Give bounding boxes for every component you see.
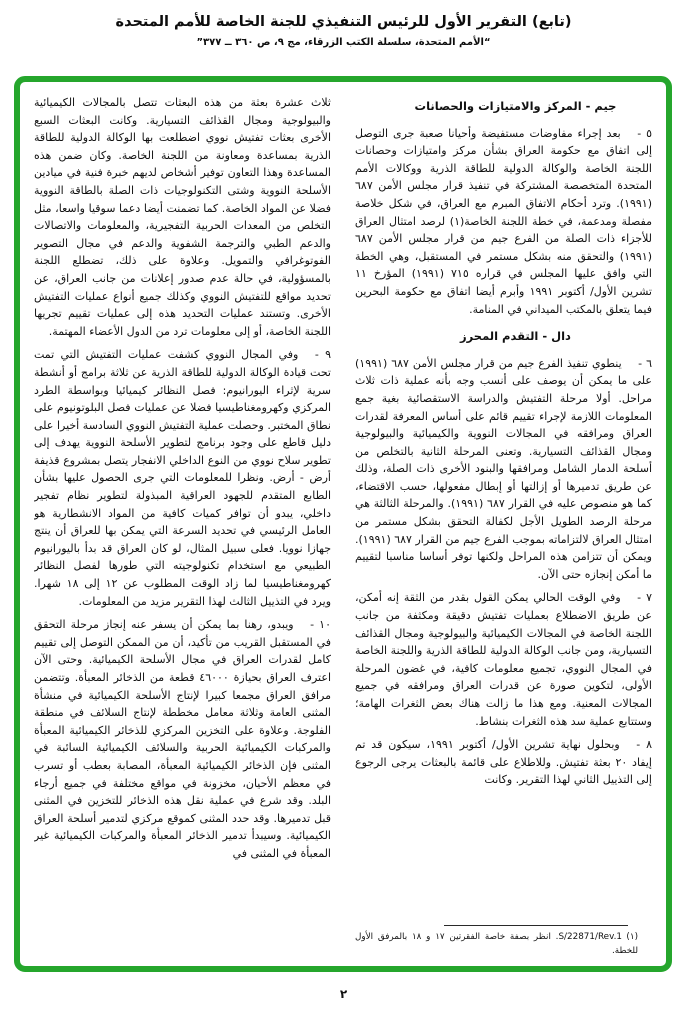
- footnote-text: (١) S/22871/Rev.1. انظر بصفة خاصة الفقرتين ١٧ و ١٨ بالمرفق الأول للخطة.: [355, 932, 639, 956]
- text-column-left: [34, 94, 331, 958]
- section-heading-jim: جيم - المركز والامتيازات والحصانات: [414, 99, 617, 113]
- paragraph-7: ٧ - وفي الوقت الحالي يمكن القول بقدر من الثقة إنه أمكن، عن طريق الاضطلاع بعمليات تفتيش دقيقة ومكثفة من جانب اللجنة الخاصة في المجالات الكيميائية والبيولوجية ومجال القذائف التسيارية، ومن جانب الوكالة الدولية للطاقة الذرية واللجنة الخاصة في المجال النووي، تجميع معلومات كافية، في غضون المرحلة الأولى، لتكوين صورة عن قدرات العراق ومرافقه في جميع المجالات المعنية. ومع هذا ما زالت هناك بعض الثغرات الهامة؛ وستتابع عملية سد هذه الثغرات بنشاط.: [355, 591, 652, 728]
- paragraph-9: ٩ - وفي المجال النووي كشفت عمليات التفتيش التي تمت تحت قيادة الوكالة الدولية للطاقة الذرية عن ثلاثة برامج أو أنشطة سرية لإثراء اليورانيوم: فصل النظائر كيميائيا وبواسطة الطرد المركزي وكهرومغناطيسيا فضلا عن عمليات فصل البلوتونيوم على نطاق المختبر. وحصلت عملية التفتيش النووي السادسة أخيرا على دليل قاطع على وجود برنامج لتطوير الأسلحة النووية يهدف إلى تطوير سلاح نووي من النوع الداخلي الانفجار يتصل بمشروع قذيفة أرض - أرض. ونظرا للمعلومات التي جرى الحصول عليها بشأن الطابع المتقدم للجهود العراقية المبذولة لتطوير نظام تفجير داخلي، يبدو أن توافر كميات كافية من المواد الانشطارية هو العامل الرئيسي في تحديد السرعة التي يمكن بها للعراق أن ينتج جهازا نوويا. فعلى سبيل المثال، لو كان العراق قد بدأ باليورانيوم الطبيعي مع استخدام تكنولوجيته التي طورها لفصل النظائر كهرومغناطيسيا لما زاد الوقت المطلوب عن ١٢ إلى ١٨ شهرا. ويرد في التذييل الثالث لهذا التقرير مزيد من المعلومات.: [34, 348, 331, 608]
- paragraph-8: ٨ - وبحلول نهاية تشرين الأول/ أكتوبر ١٩٩١، سيكون قد تم إيفاد ٢٠ بعثة تفتيش. وللاطلاع على قائمة بالبعثات يرجى الرجوع إلى التذييل الثاني لهذا التقرير. وكانت: [355, 738, 652, 787]
- paragraph-5: ٥ - بعد إجراء مفاوضات مستفيضة وأحيانا صعبة جرى التوصل إلى اتفاق مع حكومة العراق بشأن مركز وامتيازات وحصانات اللجنة الخاصة والوكالة الدولية للطاقة الذرية ووكالات الأمم المتحدة المتخصصة المشتركة في تنفيذ قرار مجلس الأمن ٦٨٧ (١٩٩١). وترد أحكام الاتفاق المبرم مع العراق، في شكل خلاصة مفصلة ومدعمة، في خطة اللجنة الخاصة(١) لرصد امتثال العراق للأجزاء ذات الصلة من الفرع جيم من قرار مجلس الأمن ٦٨٧ (١٩٩١) والتحقق منه بشكل مستمر في المستقبل، وهي الخطة التي وافق عليها المجلس في قراره ٧١٥ (١٩٩١) المؤرخ ١١ تشرين الأول/ أكتوبر ١٩٩١ وأبرم أيضا اتفاق مع حكومة البحرين فيما يتعلق بالمكتب الميداني في المنامة.: [355, 126, 652, 316]
- page-footer: [0, 983, 687, 1002]
- section-heading-dal: دال - التقدم المحرز: [460, 329, 571, 344]
- paragraph-8-continuation: ثلاث عشرة بعثة من هذه البعثات تتصل بالمجالات الكيميائية والبيولوجية ومجال القذائف التسيارية. وكانت البعثات السبع الأخرى بعثات تفتيش نووي اضطلعت بها الوكالة الدولية للطاقة الذرية بمساعدة ومعاونة من اللجنة الخاصة. وكان ضمن هذه المساعدة وهذا التعاون توفير أشخاص لديهم خبرة فنية في ميادين الأسلحة النووية وشتى التكنولوجيات ذات الصلة بالطاقة النووية فضلا عن المواد الخاصة. كما تضمنت أيضا دعما سوقيا واسعا، مثل التخلص من المعدات الحربية التفجيرية، والمعلومات والاتصالات والدعم الطبي والترجمة الشفوية والدعم في مجال التصوير الفوتوغرافي والتمويل. وعلاوة على ذلك، تضطلع اللجنة بالمسؤولية، في حالة عدم صدور إعلانات من جانب العراق، عن تحديد مواقع للتفتيش النووي وكذلك جميع أنواع عمليات التفتيش الأخرى. وتستند عمليات التحديد هذه إلى عمليات تقييم تجريها اللجنة الخاصة، أو إلى معلومات ترد من الدول الأعضاء المهتمة.: [34, 96, 331, 338]
- document-title: (تابع) التقرير الأول للرئيس التنفيذي للجنة الخاصة للأمم المتحدة: [115, 14, 572, 30]
- page-number: ٢: [339, 987, 348, 1001]
- document-header: [0, 0, 687, 48]
- document-content-box: [14, 76, 672, 972]
- paragraph-6: ٦ - ينطوي تنفيذ الفرع جيم من قرار مجلس الأمن ٦٨٧ (١٩٩١) على ما يمكن أن يوصف على أنسب وجه بأنه عملية ذات ثلاث مراحل. أولا مرحلة التفتيش والدراسة الاستقصائية بغية جمع المعلومات اللازمة لإجراء تقييم قائم على أساس المعرفة لقدرات العراق ومرافقه في المجالات النووية والكيميائية والبيولوجية ومجال القذائف التسيارية. وتعنى المرحلة الثانية بالتخلص من أسلحة الدمار الشامل ومرافقها والبنود الأخرى ذات الصلة، وذلك عن طريق تدميرها أو إزالتها أو إبطال مفعولها، حسب الاقتضاء، كما هو منصوص عليه في القرار ٦٨٧ (١٩٩١). والمرحلة الثالثة هي مرحلة الرصد الطويل الأجل لكفالة التحقق بشكل مستمر من امتثال العراق لالتزاماته بموجب الفرع جيم من القرار ٦٨٧ (١٩٩١). ويمكن أن تتزامن هذه المراحل ولكنها توفر أساسا مناسبا لتقييم ما أمكن إنجازه حتى الآن.: [355, 356, 652, 581]
- document-source-line: “الأمم المتحدة، سلسلة الكتب الزرقاء، مج ٩، ص ٣٦٠ ــ ٣٧٧”: [196, 37, 491, 48]
- text-column-right: [355, 94, 652, 958]
- footnote-block: [355, 915, 652, 958]
- paragraph-10: ١٠ - ويبدو، رهنا بما يمكن أن يسفر عنه إنجاز مرحلة التحقق في المستقبل القريب من تأكيد، أن من الممكن التوصل إلى تقييم كامل لقدرات العراق في مجال الأسلحة الكيميائية. وحتى الآن اعترف العراق بحيازة ٤٦٠٠٠ قطعة من الذخائر المعبأة. وتتضمن مرافق العراق مجمعا كبيرا لإنتاج الأسلحة الكيميائية في منشأة المثنى العامة وثلاثة معامل مخططة لإنتاج السلائف في منطقة الفلوجة. وعلاوة على التخزين المركزي للذخائر الكيميائية المعبأة والمركبات الكيميائية الحربية والسلائف الكيميائية السائبة في المثنى فإن الذخائر الكيميائية المعبأة، المصابة بعطب أو تسرب في معظم الأحيان، مخزونة في مواقع مختلفة في جميع أرجاء البلد. وقد شرع في عملية نقل هذه الذخائر للتخزين في المثنى قبل تدميرها. وقد حدد المثنى كموقع مركزي لتدمير أسلحة العراق الكيميائية. وسيبدأ تدمير الذخائر المعبأة والمركبات الكيميائية غير المعبأة في المثنى في: [34, 618, 331, 860]
- footnote-separator: [444, 925, 628, 926]
